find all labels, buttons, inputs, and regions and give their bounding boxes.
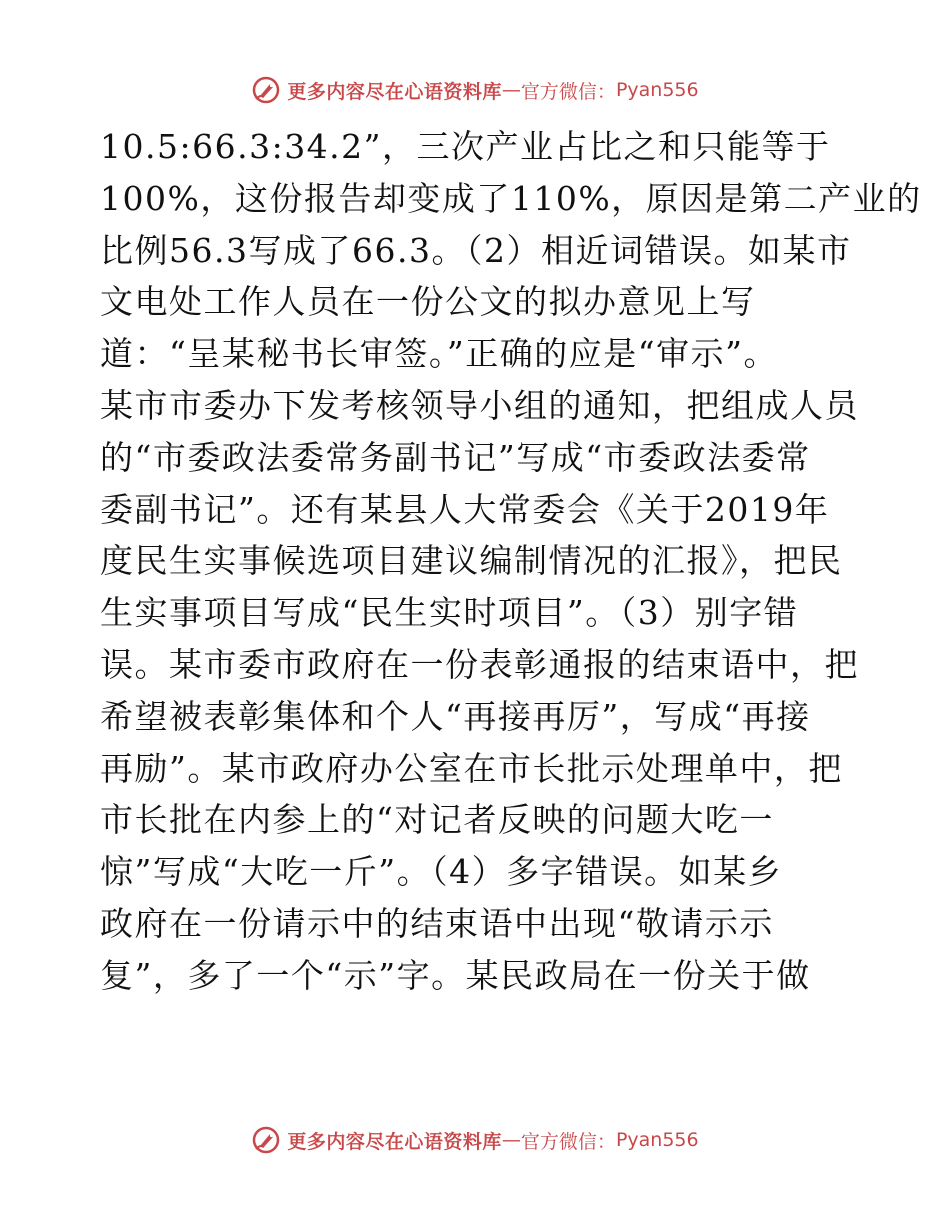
watermark-wechat-id: Pyan556 (615, 79, 699, 101)
watermark-wechat-id: Pyan556 (615, 1129, 699, 1151)
text-line-14: 市长批在内参上的“对记者反映的问题大吃一 (100, 800, 774, 840)
text-line-17: 复”，多了一个“示”字。某民政局在一份关于做 (100, 955, 811, 995)
text-line-8: 委副书记”。还有某县人大常委会《关于2019年 (100, 489, 830, 529)
text-line-9: 度民生实事候选项目建议编制情况的汇报》，把民 (100, 541, 843, 581)
document-body (100, 121, 922, 1002)
text-line-2: 100%，这份报告却变成了110%，原因是第二产业的 (100, 178, 922, 218)
pen-nib-icon (251, 1125, 281, 1155)
text-line-11: 误。某市委市政府在一份表彰通报的结束语中，把 (100, 644, 859, 684)
watermark-separator: — (501, 1129, 521, 1151)
watermark-wechat-label: 官方微信： (520, 1130, 616, 1153)
text-line-7: 的“市委政法委常务副书记”写成“市委政法委常 (100, 437, 811, 477)
footer-watermark (0, 1120, 950, 1160)
text-line-16: 政府在一份请示中的结束语中出现“敬请示示 (100, 903, 774, 943)
watermark-separator: — (501, 79, 521, 101)
pen-nib-icon (251, 75, 281, 105)
watermark-wechat-label: 官方微信： (520, 80, 616, 103)
text-line-6: 某市市委办下发考核领导小组的通知，把组成人员 (100, 385, 859, 425)
header-watermark (0, 70, 950, 110)
text-line-10: 生实事项目写成“民生实时项目”。（3）别字错 (100, 593, 799, 633)
text-line-3: 比例56.3写成了66.3。（2）相近词错误。如某市 (100, 230, 852, 270)
text-line-4: 文电处工作人员在一份公文的拟办意见上写 (100, 282, 756, 322)
text-line-1: 10.5:66.3:34.2”，三次产业占比之和只能等于 (100, 127, 831, 166)
text-line-13: 再励”。某市政府办公室在市长批示处理单中，把 (100, 748, 843, 788)
text-line-5: 道：“呈某秘书长审签。”正确的应是“审示”。 (100, 334, 778, 374)
text-line-15: 惊”写成“大吃一斤”。（4）多字错误。如某乡 (100, 852, 783, 892)
watermark-text: 更多内容尽在心语资料库 (287, 1130, 502, 1153)
text-line-12: 希望被表彰集体和个人“再接再厉”，写成“再接 (100, 696, 811, 736)
watermark-text: 更多内容尽在心语资料库 (287, 80, 502, 103)
